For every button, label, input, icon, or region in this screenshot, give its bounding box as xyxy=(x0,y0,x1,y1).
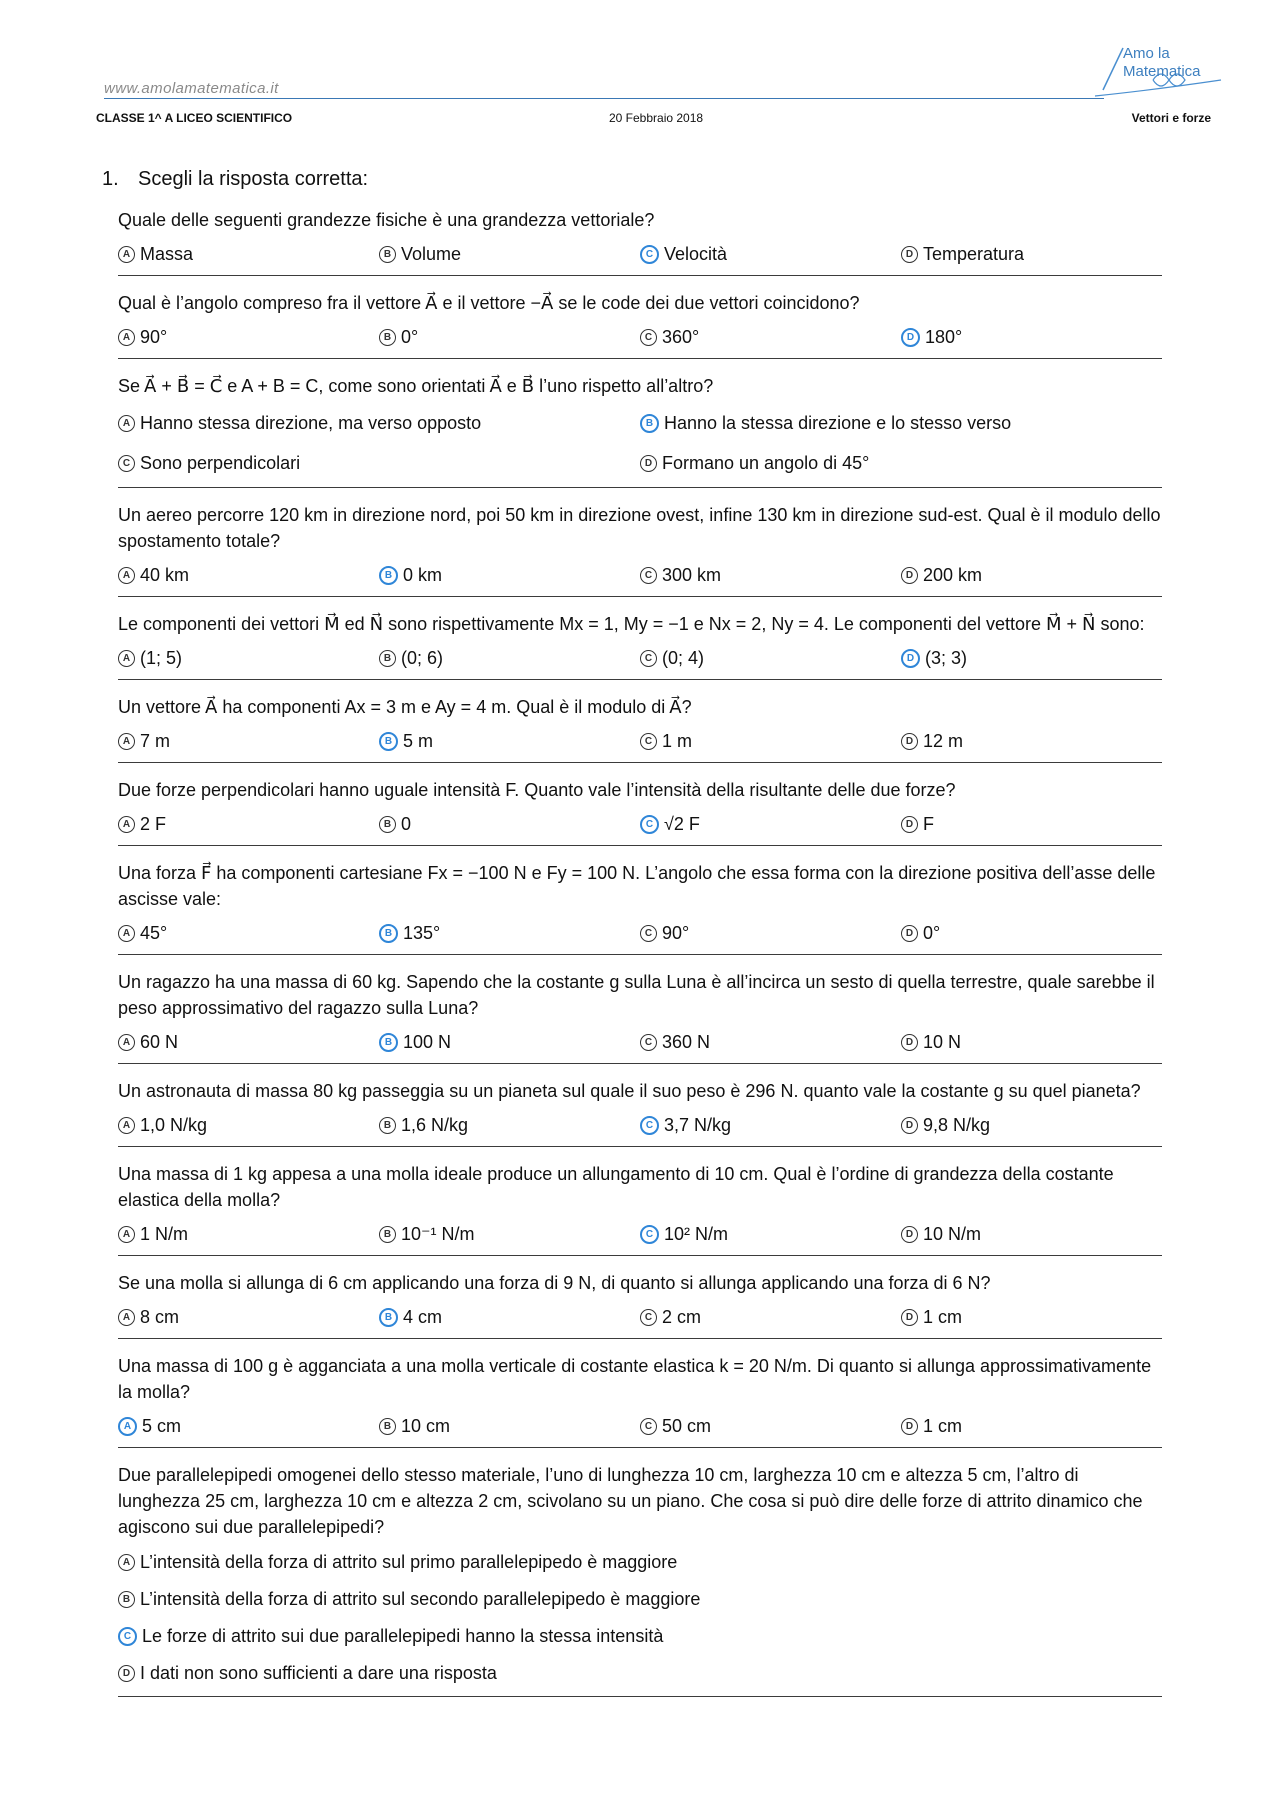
option-label: 2 F xyxy=(140,813,167,834)
question-text: Un astronauta di massa 80 kg passeggia su un pianeta sul quale il suo peso è 296 N. quanto vale la costante g su quel pianeta? xyxy=(118,1081,1141,1101)
option-letter-a-icon: A xyxy=(118,567,135,584)
option-letter-c-icon: C xyxy=(640,1034,657,1051)
question-block xyxy=(118,611,1162,680)
option-label: 0 xyxy=(401,813,412,834)
option-letter-d-icon: D xyxy=(901,1418,918,1435)
option-label: 50 cm xyxy=(662,1415,712,1436)
option-label: 1 m xyxy=(662,730,693,751)
answer-option-d[interactable] xyxy=(901,916,1162,950)
option-label: 90° xyxy=(140,326,168,347)
option-letter-d-icon: D xyxy=(901,1309,918,1326)
option-letter-a-icon: A xyxy=(118,1034,135,1051)
answer-option-d[interactable] xyxy=(901,641,1162,675)
answer-option-c[interactable] xyxy=(640,1217,901,1251)
question-text: Due parallelepipedi omogenei dello stesso materiale, l’uno di lunghezza 10 cm, larghezza 10 cm e altezza 5 cm, l’altro di lunghezza 25 cm, larghezza 10 cm e altezza 2 cm, scivolano su un piano. Che cosa si può dire delle forze di attrito dinamico che agiscono sui due parallelepipedi? xyxy=(118,1465,1143,1537)
option-label: 10 N xyxy=(923,1031,962,1052)
option-label: 1 cm xyxy=(923,1306,963,1327)
option-label: Velocità xyxy=(664,243,728,264)
question-text: Una forza F⃗ ha componenti cartesiane Fx = −100 N e Fy = 100 N. L’angolo che essa forma con la direzione positiva dell’asse delle ascisse vale: xyxy=(118,863,1156,909)
option-label: (0; 6) xyxy=(401,647,444,668)
option-label: L’intensità della forza di attrito sul secondo parallelepipedo è maggiore xyxy=(140,1589,701,1609)
answer-option-a[interactable] xyxy=(118,807,379,841)
option-label: 45° xyxy=(140,922,168,943)
question-block xyxy=(118,1270,1162,1339)
answer-option-b[interactable] xyxy=(379,1300,640,1334)
answer-option-c[interactable] xyxy=(640,1108,901,1142)
answer-option-c[interactable] xyxy=(640,320,901,354)
option-label: 0° xyxy=(923,922,941,943)
answer-option-a[interactable] xyxy=(118,1544,1162,1581)
question-text: Una massa di 1 kg appesa a una molla ideale produce un allungamento di 10 cm. Qual è l’ordine di grandezza della costante elastica della molla? xyxy=(118,1164,1114,1210)
question-block xyxy=(118,290,1162,359)
option-label: Hanno stessa direzione, ma verso opposto xyxy=(140,412,482,433)
answer-option-c[interactable] xyxy=(640,1025,901,1059)
question-block xyxy=(118,502,1162,597)
svg-text:Amo la: Amo la xyxy=(1123,45,1170,62)
option-letter-b-icon: B xyxy=(379,732,398,751)
answer-option-d[interactable] xyxy=(901,320,1162,354)
answer-option-d[interactable] xyxy=(901,558,1162,592)
option-letter-a-icon: A xyxy=(118,1554,135,1571)
option-letter-a-icon: A xyxy=(118,1117,135,1134)
answer-option-d[interactable] xyxy=(901,1409,1162,1443)
site-url[interactable]: www.amolamatematica.it xyxy=(104,80,279,97)
option-letter-a-icon: A xyxy=(118,1417,137,1436)
option-letter-c-icon: C xyxy=(640,650,657,667)
header-divider xyxy=(104,98,1104,99)
answer-option-c[interactable] xyxy=(640,916,901,950)
question-block xyxy=(118,207,1162,276)
option-letter-d-icon: D xyxy=(901,816,918,833)
option-letter-d-icon: D xyxy=(901,567,918,584)
section-instruction: Scegli la risposta corretta: xyxy=(138,168,369,190)
option-letter-b-icon: B xyxy=(640,414,659,433)
question-text: Un aereo percorre 120 km in direzione nord, poi 50 km in direzione ovest, infine 130 km in direzione sud-est. Qual è il modulo dello spostamento totale? xyxy=(118,505,1161,551)
option-label: 180° xyxy=(925,326,963,347)
option-letter-b-icon: B xyxy=(118,1591,135,1608)
answer-options xyxy=(118,1025,1162,1059)
option-label: 5 cm xyxy=(142,1415,182,1436)
option-label: 7 m xyxy=(140,730,171,751)
section-title xyxy=(102,168,368,191)
question-block xyxy=(118,1078,1162,1147)
option-label: 9,8 N/kg xyxy=(923,1114,991,1135)
option-label: √2 F xyxy=(664,813,700,834)
answer-option-c[interactable] xyxy=(118,1618,1162,1655)
option-label: 5 m xyxy=(403,730,434,751)
answer-options xyxy=(118,320,1162,354)
option-letter-a-icon: A xyxy=(118,246,135,263)
question-block xyxy=(118,694,1162,763)
option-label: Hanno la stessa direzione e lo stesso verso xyxy=(664,412,1012,433)
option-label: (1; 5) xyxy=(140,647,183,668)
question-text: Una massa di 100 g è agganciata a una molla verticale di costante elastica k = 20 N/m. Di quanto si allunga approssimativamente la molla? xyxy=(118,1356,1152,1402)
answer-options xyxy=(118,1108,1162,1142)
option-label: 0° xyxy=(401,326,419,347)
option-label: 8 cm xyxy=(140,1306,180,1327)
option-letter-a-icon: A xyxy=(118,329,135,346)
question-block xyxy=(118,1161,1162,1256)
answer-option-a[interactable] xyxy=(118,916,379,950)
option-letter-b-icon: B xyxy=(379,816,396,833)
option-letter-c-icon: C xyxy=(640,815,659,834)
option-letter-c-icon: C xyxy=(640,925,657,942)
question-text: Due forze perpendicolari hanno uguale intensità F. Quanto vale l’intensità della risultante delle due forze? xyxy=(118,780,956,800)
answer-option-a[interactable] xyxy=(118,558,379,592)
answer-option-b[interactable] xyxy=(379,1409,640,1443)
option-label: Massa xyxy=(140,243,194,264)
option-letter-b-icon: B xyxy=(379,1226,396,1243)
option-letter-d-icon: D xyxy=(901,1226,918,1243)
option-letter-d-icon: D xyxy=(901,733,918,750)
option-label: 135° xyxy=(403,922,441,943)
answer-option-b[interactable] xyxy=(379,1108,640,1142)
question-block xyxy=(118,969,1162,1064)
option-label: L’intensità della forza di attrito sul primo parallelepipedo è maggiore xyxy=(140,1552,678,1572)
answer-options xyxy=(118,1300,1162,1334)
answer-option-c[interactable] xyxy=(640,724,901,758)
option-label: 300 km xyxy=(662,564,722,585)
answer-options xyxy=(118,403,1162,483)
option-label: 4 cm xyxy=(403,1306,443,1327)
option-label: 0 km xyxy=(403,564,443,585)
option-letter-d-icon: D xyxy=(118,1665,135,1682)
option-label: 90° xyxy=(662,922,690,943)
question-text: Le componenti dei vettori M⃗ ed N⃗ sono rispettivamente Mx = 1, My = −1 e Nx = 2, Ny = 4. Le componenti del vettore M⃗ + N⃗ sono: xyxy=(118,614,1145,634)
class-label: CLASSE 1^ A LICEO SCIENTIFICO xyxy=(96,111,293,125)
answer-options xyxy=(118,1409,1162,1443)
option-letter-c-icon: C xyxy=(640,1116,659,1135)
option-letter-b-icon: B xyxy=(379,1117,396,1134)
answer-option-b[interactable] xyxy=(118,1581,1162,1618)
answer-option-c[interactable] xyxy=(640,641,901,675)
option-letter-c-icon: C xyxy=(640,567,657,584)
option-letter-a-icon: A xyxy=(118,650,135,667)
option-label: Volume xyxy=(401,243,462,264)
answer-option-b[interactable] xyxy=(379,724,640,758)
answer-option-b[interactable] xyxy=(379,807,640,841)
answer-option-c[interactable] xyxy=(640,1409,901,1443)
option-label: 3,7 N/kg xyxy=(664,1114,732,1135)
option-letter-d-icon: D xyxy=(901,925,918,942)
option-letter-d-icon: D xyxy=(901,246,918,263)
question-block xyxy=(118,1462,1162,1697)
answer-options xyxy=(118,237,1162,271)
option-label: 2 cm xyxy=(662,1306,702,1327)
option-label: 60 N xyxy=(140,1031,179,1052)
option-letter-a-icon: A xyxy=(118,733,135,750)
option-label: 360° xyxy=(662,326,700,347)
option-letter-c-icon: C xyxy=(118,1627,137,1646)
question-block xyxy=(118,860,1162,955)
option-letter-d-icon: D xyxy=(640,455,657,472)
answer-option-c[interactable] xyxy=(118,443,640,483)
date-label: 20 Febbraio 2018 xyxy=(609,111,704,125)
option-letter-b-icon: B xyxy=(379,1308,398,1327)
option-letter-a-icon: A xyxy=(118,816,135,833)
option-label: 100 N xyxy=(403,1031,452,1052)
answer-option-b[interactable] xyxy=(379,558,640,592)
answer-option-b[interactable] xyxy=(640,403,1162,443)
option-letter-b-icon: B xyxy=(379,1418,396,1435)
option-letter-d-icon: D xyxy=(901,1034,918,1051)
svg-text:Matematica: Matematica xyxy=(1123,63,1201,80)
section-number: 1. xyxy=(102,168,119,190)
answer-option-a[interactable] xyxy=(118,1108,379,1142)
option-label: 12 m xyxy=(923,730,964,751)
option-label: Sono perpendicolari xyxy=(140,452,301,473)
question-block xyxy=(118,777,1162,846)
question-list xyxy=(118,207,1162,1711)
answer-option-d[interactable] xyxy=(901,1108,1162,1142)
option-letter-c-icon: C xyxy=(640,1418,657,1435)
option-label: 10 N/m xyxy=(923,1223,982,1244)
answer-options xyxy=(118,558,1162,592)
option-letter-b-icon: B xyxy=(379,246,396,263)
option-letter-c-icon: C xyxy=(640,329,657,346)
question-text: Se una molla si allunga di 6 cm applicando una forza di 9 N, di quanto si allunga applicando una forza di 6 N? xyxy=(118,1273,991,1293)
option-label: F xyxy=(923,813,934,834)
question-text: Un vettore A⃗ ha componenti Ax = 3 m e Ay = 4 m. Qual è il modulo di A⃗? xyxy=(118,697,692,717)
question-text: Qual è l’angolo compreso fra il vettore A⃗ e il vettore −A⃗ se le code dei due vettori coincidono? xyxy=(118,293,860,313)
option-label: 1,6 N/kg xyxy=(401,1114,469,1135)
option-letter-c-icon: C xyxy=(640,1309,657,1326)
answer-option-a[interactable] xyxy=(118,1025,379,1059)
option-label: 40 km xyxy=(140,564,190,585)
answer-option-d[interactable] xyxy=(901,1300,1162,1334)
answer-options xyxy=(118,807,1162,841)
answer-option-b[interactable] xyxy=(379,1217,640,1251)
answer-option-d[interactable] xyxy=(901,1025,1162,1059)
answer-options xyxy=(118,1544,1162,1692)
answer-option-d[interactable] xyxy=(640,443,1162,483)
answer-option-d[interactable] xyxy=(901,237,1162,271)
answer-options xyxy=(118,724,1162,758)
option-label: (3; 3) xyxy=(925,647,968,668)
option-letter-d-icon: D xyxy=(901,328,920,347)
answer-option-b[interactable] xyxy=(379,641,640,675)
answer-option-d[interactable] xyxy=(901,1217,1162,1251)
answer-options xyxy=(118,641,1162,675)
answer-option-d[interactable] xyxy=(901,807,1162,841)
option-letter-a-icon: A xyxy=(118,925,135,942)
answer-option-a[interactable] xyxy=(118,724,379,758)
answer-options xyxy=(118,916,1162,950)
option-label: 1,0 N/kg xyxy=(140,1114,208,1135)
question-block xyxy=(118,373,1162,488)
option-label: 360 N xyxy=(662,1031,711,1052)
question-text: Quale delle seguenti grandezze fisiche è una grandezza vettoriale? xyxy=(118,210,655,230)
option-label: 10² N/m xyxy=(664,1223,729,1244)
option-letter-b-icon: B xyxy=(379,650,396,667)
option-label: 10 cm xyxy=(401,1415,451,1436)
option-label: Le forze di attrito sui due parallelepipedi hanno la stessa intensità xyxy=(142,1626,664,1646)
option-label: 1 N/m xyxy=(140,1223,189,1244)
answer-option-a[interactable] xyxy=(118,237,379,271)
option-letter-c-icon: C xyxy=(640,733,657,750)
answer-option-a[interactable] xyxy=(118,641,379,675)
answer-option-c[interactable] xyxy=(640,237,901,271)
option-label: I dati non sono sufficienti a dare una risposta xyxy=(140,1663,497,1683)
question-block xyxy=(118,1353,1162,1448)
option-label: (0; 4) xyxy=(662,647,705,668)
option-letter-b-icon: B xyxy=(379,566,398,585)
header-row xyxy=(96,111,1211,131)
answer-option-d[interactable] xyxy=(118,1655,1162,1692)
option-label: 200 km xyxy=(923,564,983,585)
question-text: Se A⃗ + B⃗ = C⃗ e A + B = C, come sono orientati A⃗ e B⃗ l’uno rispetto all’altro? xyxy=(118,376,714,396)
answer-option-a[interactable] xyxy=(118,320,379,354)
answer-options xyxy=(118,1217,1162,1251)
option-letter-a-icon: A xyxy=(118,415,135,432)
answer-option-a[interactable] xyxy=(118,1300,379,1334)
option-label: Temperatura xyxy=(923,243,1025,264)
question-text: Un ragazzo ha una massa di 60 kg. Sapendo che la costante g sulla Luna è all’incirca un sesto di quella terrestre, quale sarebbe il peso approssimativo del ragazzo sulla Luna? xyxy=(118,972,1155,1018)
option-letter-b-icon: B xyxy=(379,1033,398,1052)
answer-option-c[interactable] xyxy=(640,558,901,592)
option-letter-c-icon: C xyxy=(118,455,135,472)
option-letter-a-icon: A xyxy=(118,1226,135,1243)
option-label: 10⁻¹ N/m xyxy=(401,1223,475,1244)
answer-option-b[interactable] xyxy=(379,916,640,950)
option-label: Formano un angolo di 45° xyxy=(662,452,870,473)
answer-option-a[interactable] xyxy=(118,1409,379,1443)
topic-label: Vettori e forze xyxy=(1131,111,1211,125)
answer-option-c[interactable] xyxy=(640,807,901,841)
option-label: 1 cm xyxy=(923,1415,963,1436)
option-letter-c-icon: C xyxy=(640,245,659,264)
answer-option-c[interactable] xyxy=(640,1300,901,1334)
option-letter-c-icon: C xyxy=(640,1225,659,1244)
option-letter-b-icon: B xyxy=(379,924,398,943)
option-letter-d-icon: D xyxy=(901,1117,918,1134)
answer-option-a[interactable] xyxy=(118,1217,379,1251)
answer-option-b[interactable] xyxy=(379,237,640,271)
option-letter-d-icon: D xyxy=(901,649,920,668)
amolamatematica-logo xyxy=(1093,40,1223,100)
answer-option-b[interactable] xyxy=(379,320,640,354)
answer-option-b[interactable] xyxy=(379,1025,640,1059)
option-letter-a-icon: A xyxy=(118,1309,135,1326)
answer-option-a[interactable] xyxy=(118,403,640,443)
answer-option-d[interactable] xyxy=(901,724,1162,758)
option-letter-b-icon: B xyxy=(379,329,396,346)
